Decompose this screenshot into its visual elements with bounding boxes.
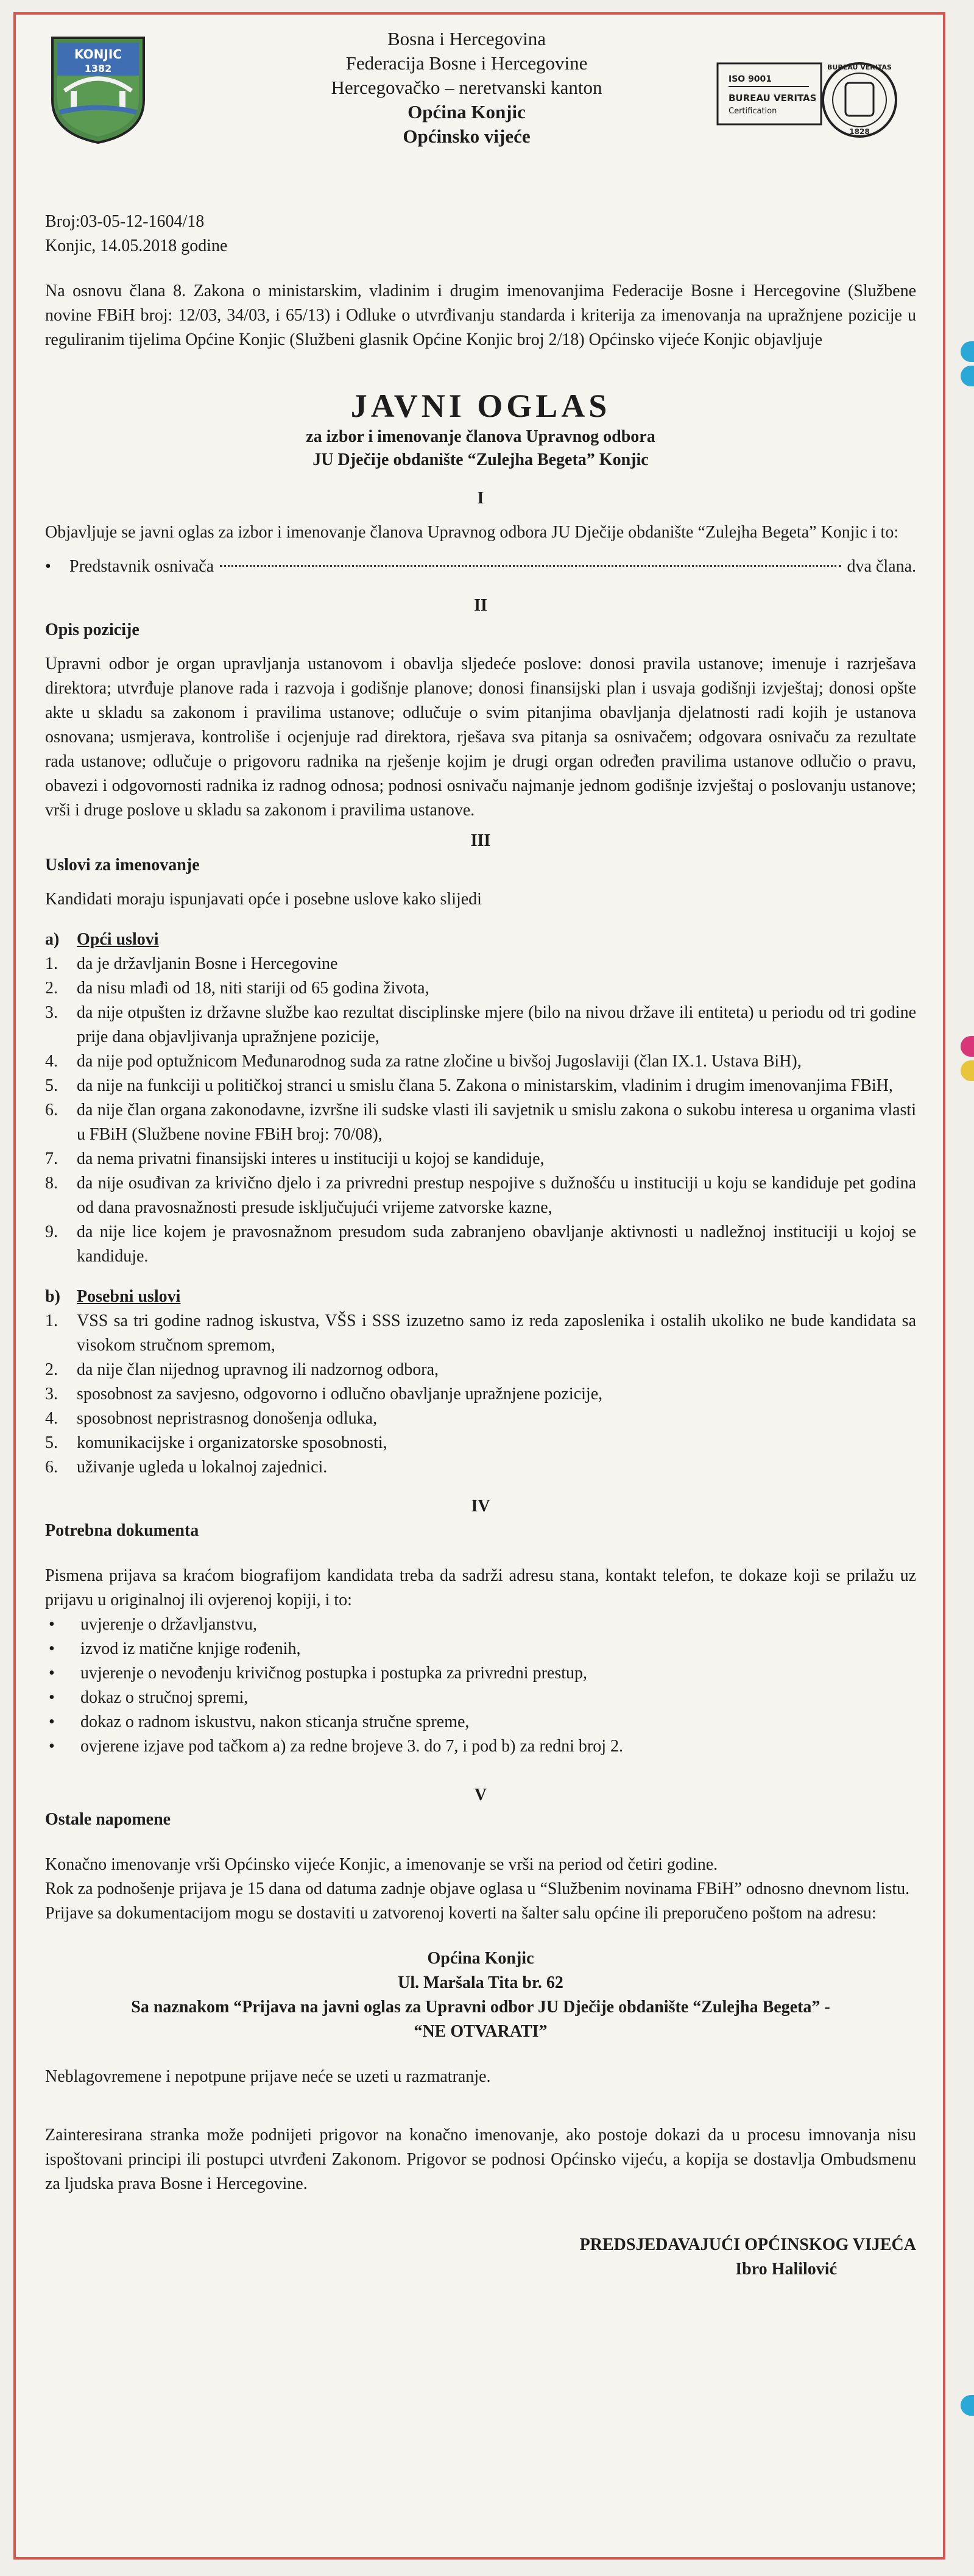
bullet-icon: • [49,1737,55,1756]
address-marking: Sa naznakom “Prijava na javni oglas za Upravni odbor JU Dječije obdanište “Zulejha Begeta” - [131,1998,830,2017]
section-number-1: I [477,489,484,508]
section-5-deadline: Rok za podnošenje prijava je 15 dana od datuma zadnje objave oglasa u “Službenim novinama FBiH” odnosno dnevnom listu. [45,1879,910,1898]
list-item: 5. komunikacijske i organizatorske sposobnosti, [45,1433,387,1452]
bullet-count: dva člana. [847,557,916,576]
bullet-icon: • [49,1615,55,1634]
bullet-icon: • [49,1688,55,1707]
notice-subtitle: JU Dječije obdanište “Zulejha Begeta” Konjic [312,450,649,469]
section-1-text: Objavljuje se javni oglas za izbor i imenovanje članova Upravnog odbora JU Dječije obdanište “Zulejha Begeta” Konjic i to: [45,523,899,542]
bullet-icon: • [49,1639,55,1658]
bullet-icon: • [45,557,51,576]
general-conditions-list [45,952,916,1269]
special-conditions-heading: b) Posebni uslovi [45,1287,181,1306]
section-5-late-applications: Neblagovremene i nepotpune prijave neće se uzeti u razmatranje. [45,2067,491,2086]
issuer-block [259,27,674,149]
section-4-text: Pismena prijava sa kraćom biografijom kandidata treba da sadrži adresu stana, kontakt telefon, te dokaze koji se prilažu uz prijavu u originalnoj ili ovjerenoj kopiji, i to: [45,1566,916,1609]
section-number-4: IV [471,1497,490,1516]
special-conditions-list [45,1309,916,1480]
list-item: 4. da nije pod optužnicom Međunarodnog suda za ratne zločine u bivšoj Jugoslaviji (član IX.1. Ustava BiH), [45,1052,802,1071]
reference-number: Broj:03-05-12-1604/18 [45,212,205,231]
bullet-icon: • [49,1664,55,1683]
list-item: • izvod iz matične knjige rođenih, [45,1637,916,1661]
svg-text:1828: 1828 [849,127,870,136]
iso-certification-badge [716,51,899,161]
section-3-text: Kandidati moraju ispunjavati opće i posebne uslove kako slijedi [45,890,482,909]
edge-mark-blue [961,366,974,386]
edge-mark-blue [961,341,974,362]
founder-representative-row [45,555,916,579]
list-item: 5. da nije na funkciji u političkoj stranci u smislu člana 5. Zakona o ministarskim, vladinim i drugim imenovanjima FBiH, [45,1076,893,1095]
list-item: 9. da nije lice kojem je pravosnažnom presudom suda zabranjeno obavljanje aktivnosti u nadležnoj instituciji u kojoj se kandiduje. [45,1222,916,1266]
required-documents-list [45,1613,916,1759]
edge-mark-magenta [961,1036,974,1057]
svg-text:BUREAU VERITAS: BUREAU VERITAS [729,93,817,104]
section-5-submission: Prijave sa dokumentacijom mogu se dostaviti u zatvorenoj koverti na šalter salu općine ili preporučeno poštom na adresu: [45,1904,877,1923]
issue-date: Konjic, 14.05.2018 godine [45,236,228,255]
general-conditions-heading: a) Opći uslovi [45,930,159,949]
section-2-heading: Opis pozicije [45,620,139,639]
bullet-icon: • [49,1712,55,1731]
issuer-line: Hercegovačko – neretvanski kanton [331,77,602,98]
list-item: 3. sposobnost za savjesno, odgovorno i odlučno obavljanje upražnjene pozicije, [45,1385,603,1403]
section-number-2: II [474,596,487,615]
edge-mark-blue [961,2395,974,2416]
list-item: • uvjerenje o nevođenju krivičnog postupka i postupka za privredni prestup, [45,1661,916,1686]
section-4-heading: Potrebna dokumenta [45,1521,199,1540]
section-number-3: III [470,831,491,850]
section-3-heading: Uslovi za imenovanje [45,856,200,875]
list-item: • dokaz o radnom iskustvu, nakon sticanja stručne spreme, [45,1710,916,1734]
address-street: Ul. Maršala Tita br. 62 [398,1973,563,1992]
list-item: • ovjerene izjave pod tačkom a) za redne brojeve 3. do 7, i pod b) za redni broj 2. [45,1734,916,1759]
signatory-name: Ibro Halilović [735,2260,837,2279]
bullet-label: Predstavnik osnivača [69,557,214,576]
signature-block [45,2233,916,2282]
list-item: 3. da nije otpušten iz državne službe kao rezultat disciplinske mjere (bilo na nivou države ili entiteta) u periodu od tri godine prije dana objavljivanja upražnjene pozicije, [45,1003,916,1046]
list-item: 8. da nije osuđivan za krivično djelo i za privredni prestup nespojive s dužnošću u instituciji u koju se kandiduje pet godina od dana pravosnažnosti presude isključujući vrijeme zatvorske kazne, [45,1174,916,1217]
list-item: 1. da je državljanin Bosne i Hercegovine [45,954,338,973]
list-item: 2. da nije član nijednog upravnog ili nadzornog odbora, [45,1360,439,1379]
legal-basis-paragraph: Na osnovu člana 8. Zakona o ministarskim, vladinim i drugim imenovanjima Federacije Bosne i Hercegovine (Službene novine FBiH broj: 12/03, 34/03, i 65/13) i Odluke o utvrđivanju standarda i kriterija za imenovanja na upražnjene pozicije u reguliranim tijelima Općine Konjic (Službeni glasnik Općine Konjic broj 2/18) Općinsko vijeće Konjic objavljuje [45,282,916,349]
section-number-5: V [474,1786,487,1804]
svg-text:Certification: Certification [729,107,777,116]
konjic-crest-logo [46,33,150,146]
svg-text:BUREAU VERITAS: BUREAU VERITAS [827,63,892,71]
svg-text:1382: 1382 [84,63,112,74]
address-do-not-open: “NE OTVARATI” [414,2022,548,2041]
list-item: 1. VSS sa tri godine radnog iskustva, VŠS i SSS izuzetno samo iz reda zaposlenika i ostalih ukoliko ne bude kandidata sa visokom stručnom spremom, [45,1311,916,1355]
signatory-role: PREDSJEDAVAJUĆI OPĆINSKOG VIJEĆA [579,2235,916,2254]
list-item: 7. da nema privatni finansijski interes u instituciji u kojoj se kandiduje, [45,1149,545,1168]
edge-mark-yellow [961,1060,974,1081]
section-5-heading: Ostale napomene [45,1810,171,1829]
notice-title: JAVNI OGLAS [350,388,611,424]
list-item: • dokaz o stručnoj spremi, [45,1686,916,1710]
issuer-line: Bosna i Hercegovina [387,28,546,49]
list-item: 6. uživanje ugleda u lokalnoj zajednici. [45,1458,328,1477]
section-5-term: Konačno imenovanje vrši Općinsko vijeće Konjic, a imenovanje se vrši na period od četiri godine. [45,1855,718,1874]
letterhead [16,15,943,197]
list-item: 4. sposobnost nepristrasnog donošenja odluka, [45,1409,378,1428]
issuer-municipality: Općina Konjic [408,101,526,122]
list-item: • uvjerenje o državljanstvu, [45,1613,916,1637]
section-5-complaint: Zainteresirana stranka može podnijeti prigovor na konačno imenovanje, ako postoje dokazi da u procesu imnovanja nisu ispoštovani principi ili postupci utvrđeni Zakonom. Prigovor se podnosi Općinsko vijeću, a kopija se dostavlja Ombudsmenu za ljudska prava Bosne i Hercegovine. [45,2126,916,2193]
svg-text:ISO 9001: ISO 9001 [729,74,772,84]
list-item: 2. da nisu mlađi od 18, niti stariji od 65 godina života, [45,979,429,998]
svg-text:KONJIC: KONJIC [74,47,122,62]
issuer-line: Federacija Bosne i Hercegovine [345,52,588,74]
document-body [45,210,916,2282]
dotted-leader [220,565,841,567]
issuer-council: Općinsko vijeće [403,126,531,147]
address-municipality: Općina Konjic [427,1949,534,1968]
document-page [13,12,945,2560]
list-item: 6. da nije član organa zakonodavne, izvršne ili sudske vlasti ili savjetnik u smislu zakona o sukobu interesa u organima vlasti u FBiH (Službene novine FBiH broj: 70/08), [45,1101,916,1144]
notice-subtitle: za izbor i imenovanje članova Upravnog odbora [306,427,655,446]
section-2-text: Upravni odbor je organ upravljanja ustanovom i obavlja sljedeće poslove: donosi pravila ustanove; imenuje i razrješava direktora; utvrđuje planove rada i razvoja i godišnje planove; donosi finansijski plan i usvaja godišnji izvještaj; donosi opšte akte u skladu sa zakonom i pravilima ustanove; odlučuje o svim pitanjima obavljanja djelatnosti radi kojih je ustanova osnovana; usmjerava, kontroliše i ocjenjuje rad direktora, rješava sva pitanja sa osnivačem; odgovara osnivaču za rezultate rada ustanove; odlučuje o prigovoru radnika na rješenje kojim je drugi organ određen pravilima ustanove odlučio o pravu, obavezi i odgovornosti radnika iz radnog odnosa; podnosi osnivaču najmanje jednom godišnje izvještaj o poslovanju ustanove; vrši i druge poslove u skladu sa zakonom i pravilima ustanove. [45,655,916,820]
